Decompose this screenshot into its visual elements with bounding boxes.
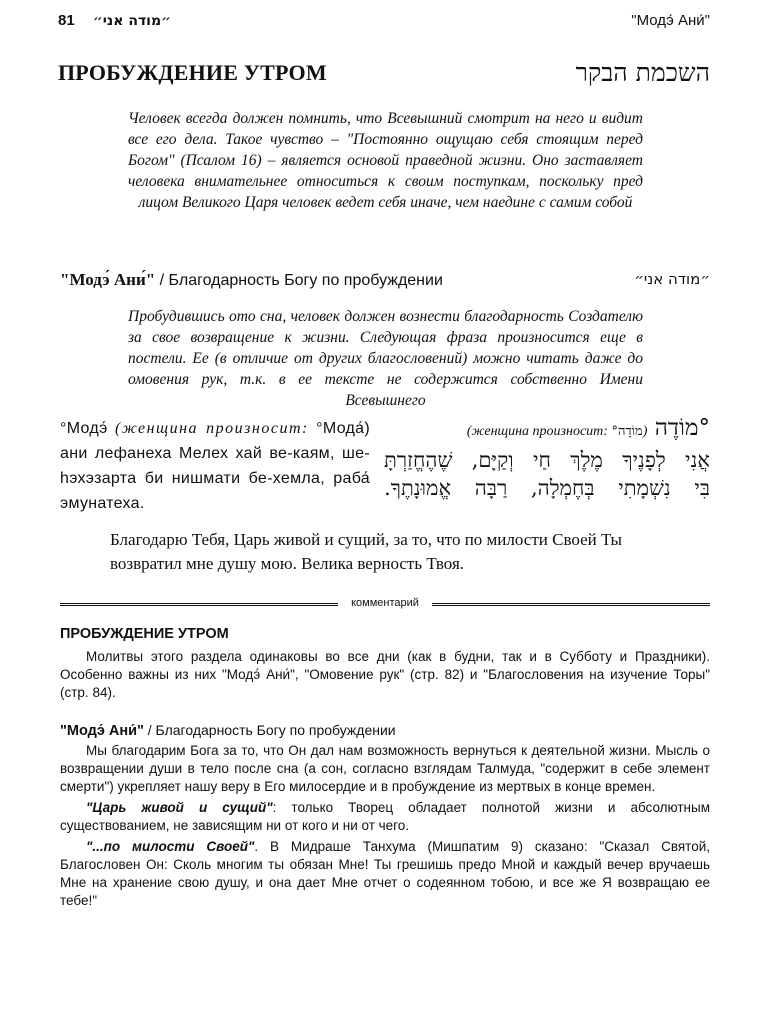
prayer-translation: Благодарю Тебя, Царь живой и сущий, за то, что по милости Своей Ты возвратил мне душу мою. Велика верность Твоя. <box>110 530 622 573</box>
commentary-paragraph-3-text: : только Творец обладает полнотой жизни и абсолютным существованием, не зависящим ни от кого и ни от чего. <box>60 800 710 833</box>
chapter-title-hebrew: השכמת הבקר <box>575 58 710 87</box>
commentary-divider <box>60 597 710 613</box>
translit-rest: °Мода́) ани лефанеха Мелех хай ве-каям, ше-һэхэзарта би нишмати бе-хемла, раба́ эмунатеха. <box>60 420 370 512</box>
commentary-heading-2-rest: / Благодарность Богу по пробуждении <box>143 722 396 738</box>
commentary-label: комментарий <box>351 597 419 609</box>
commentary-paragraph-1: Молитвы этого раздела одинаковы во все дни (как в будни, так и в Субботу и Праздники). Особенно важны из них "Модэ́ Ани́", "Омовение рук" (стр. 82) и "Благословения на изучение Торы" (стр. 84). <box>60 649 710 700</box>
section-subtitle: / Благодарность Богу по пробуждении <box>155 272 443 289</box>
translit-note: (женщина произносит: <box>115 420 309 437</box>
divider-rule-left <box>60 603 338 606</box>
section-heading <box>60 270 710 296</box>
chapter-title-russian: ПРОБУЖДЕНИЕ УТРОМ <box>58 60 327 85</box>
section-heading-russian <box>60 270 443 290</box>
chapter-title <box>58 58 710 94</box>
instruction-paragraph: Пробудившись ото сна, человек должен вознести благодарность Создателю за свое возвращение к жизни. Следующая фраза произносится еще в постели. Ее (в отличие от других благословений) можно читать даже до омовения рук, т.к. в ее тексте не содержится собственно Имени Всевышнего <box>128 308 643 409</box>
commentary-paragraph-4 <box>60 838 710 910</box>
translit-start: °Модэ́ <box>60 420 115 437</box>
hebrew-note-word: °מוֹדָה <box>611 424 643 439</box>
running-head-russian: "Модэ́ Ани́" <box>631 12 710 29</box>
commentary-quote-1: "Царь живой и сущий" <box>86 800 273 815</box>
page-number: 81 <box>58 12 75 29</box>
commentary-heading-2-name: "Модэ́ Ани́" <box>60 723 144 739</box>
commentary-heading-1: ПРОБУЖДЕНИЕ УТРОМ <box>60 626 229 642</box>
hebrew-line-2: אֲנִי לְפָנֶיךָ מֶלֶךְ חַי וְקַיָּם, שֶׁהֶחֱזַרְתָּ <box>384 448 710 472</box>
section-name: "Модэ́ Ани́" <box>60 270 156 289</box>
commentary-paragraph-4-text: . В Мидраше Танхума (Мишпатим 9) сказано: "Сказал Святой, Благословен Он: Сколь многим ты обязан Мне! Ты грешишь предо Мной и каждый вечер вручаешь Мне на хранение свою душу, и она дает Мне отчет о содеянном тобою, и все же Я возвращаю ее тебе!" <box>60 839 710 908</box>
section-heading-hebrew: ״מודה אני״ <box>634 270 710 288</box>
hebrew-note-text: женщина произносит: <box>471 424 608 439</box>
running-head-hebrew: ״מודה אני״ <box>92 13 172 29</box>
prayer-transliteration <box>60 416 370 516</box>
intro-paragraph: Человек всегда должен помнить, что Всевышний смотрит на него и видит все его дела. Такое чувство – "Постоянно ощущаю себя стоящим перед Богом" (Псалом 16) – является основой праведной жизни. Оно заставляет человека внимательнее относиться к своим поступкам, поскольку пред лицом Великого Царя человек ведет себя иначе, чем наедине с самим собой <box>128 110 643 211</box>
commentary-paragraph-3 <box>60 799 710 835</box>
commentary-paragraph-2: Мы благодарим Бога за то, что Он дал нам возможность вернуться к деятельной жизни. Мысль о возвращении души в тело после сна (а сон, согласно взглядам Талмуда, "содержит в себе элемент смерти") укрепляет нашу веру в Его милосердие и в пробуждение из мертвых в конце времен. <box>60 743 710 794</box>
commentary-heading-2 <box>60 722 396 739</box>
prayer-hebrew <box>384 414 710 502</box>
running-head <box>58 8 710 32</box>
hebrew-first-word: °מוֹדֶה <box>654 415 710 441</box>
running-head-left <box>58 12 171 29</box>
commentary-quote-2: "...по милости Своей" <box>86 839 255 854</box>
hebrew-women-note: (женщина произносит: °מוֹדָה) <box>466 424 648 439</box>
hebrew-line-3: בִּי נִשְׁמָתִי בְּחֶמְלָה, רַבָּה אֱמוּנָתֶךָ. <box>384 476 710 500</box>
divider-rule-right <box>432 603 710 606</box>
commentary-body <box>60 742 710 913</box>
hebrew-line-1 <box>384 414 710 446</box>
